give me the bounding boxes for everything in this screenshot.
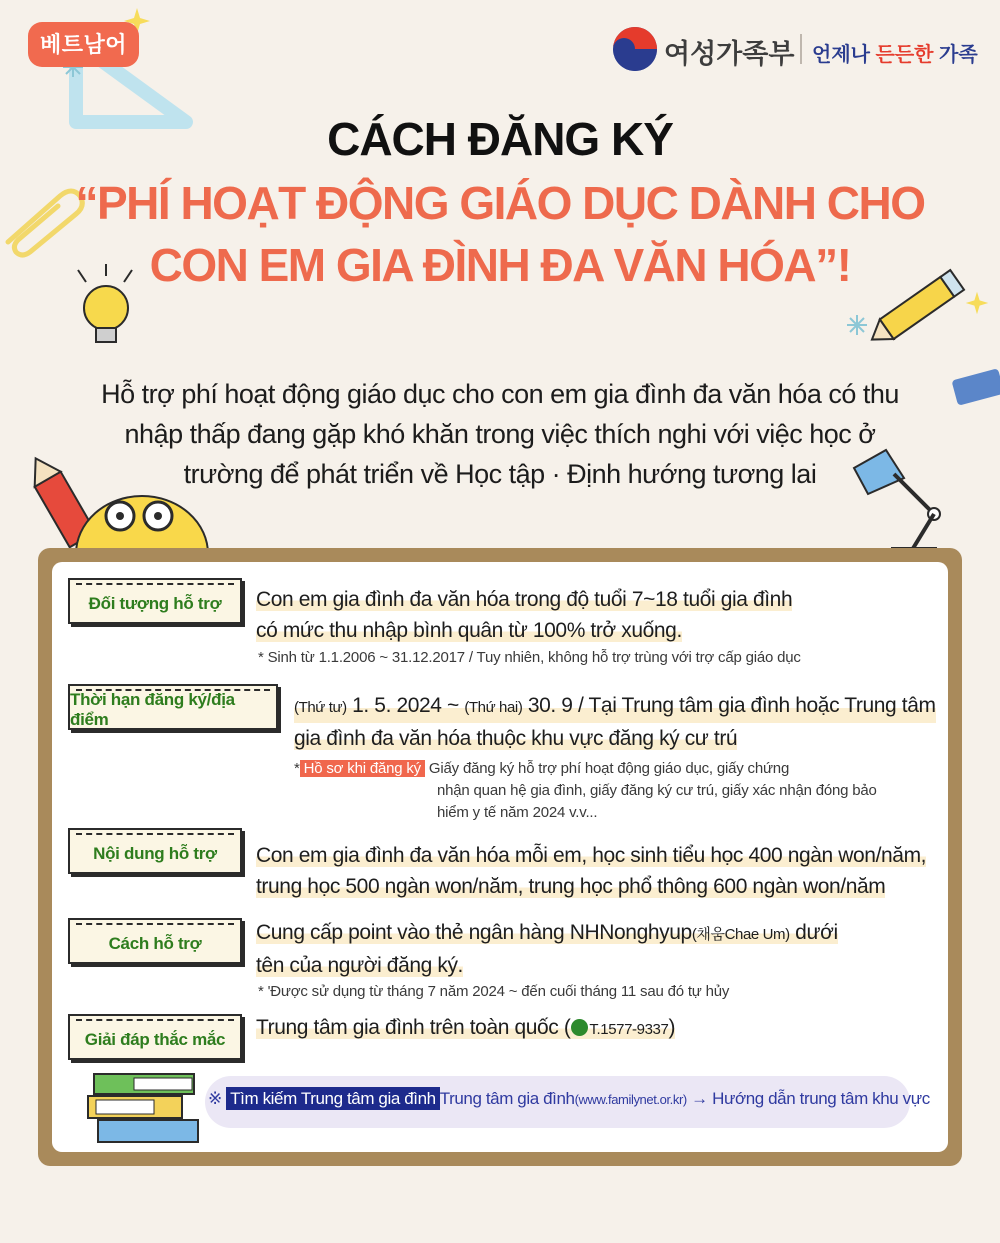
section-label-eligibility: Đối tượng hỗ trợ	[68, 578, 242, 624]
search-hint-text: ※ Tìm kiếm Trung tâm gia đình Trung tâm gia đình(www.familynet.or.kr) → Hướng dẫn trung tâm khu vực	[208, 1089, 930, 1108]
section-content-eligibility: Con em gia đình đa văn hóa trong độ tuổi 7~18 tuổi gia đình có mức thu nhập bình quân từ 100% trở xuống.	[256, 588, 793, 642]
phone-number[interactable]: T.1577-9337	[589, 1021, 669, 1038]
documents-tag: Hồ sơ khi đăng ký	[300, 760, 425, 777]
crayon-icon	[948, 362, 1000, 412]
language-tag: 베트남어	[28, 22, 139, 67]
section-label-support-method: Cách hỗ trợ	[68, 918, 242, 964]
intro-text: Hỗ trợ phí hoạt động giáo dục cho con em gia đình đa văn hóa có thu nhập thấp đang gặp khó khăn trong việc thích nghi với việc học ở trường để phát triển về Học tập · Định hướng tương lai	[101, 379, 899, 489]
section-note-eligibility: * Sinh từ 1.1.2006 ~ 31.12.2017 / Tuy nhiên, không hỗ trợ trùng với trợ cấp giáo dục	[258, 649, 801, 666]
familynet-link[interactable]: (www.familynet.or.kr)	[574, 1092, 687, 1107]
ministry-name: 여성가족부	[664, 39, 795, 69]
header-divider	[800, 34, 802, 64]
ministry-emblem-icon	[612, 26, 658, 72]
section-note-documents: * Hồ sơ khi đăng ký Giấy đăng ký hỗ trợ phí hoạt động giáo dục, giấy chứng nhận quan hệ gia đình, giấy đăng ký cư trú, giấy xác nhận đóng bảo hiểm y tế năm 2024 v.v...	[294, 760, 877, 821]
page-subtitle: “PHÍ HOẠT ĐỘNG GIÁO DỤC DÀNH CHO CON EM GIA ĐÌNH ĐA VĂN HÓA”!	[75, 177, 925, 291]
ministry-slogan: 언제나 든든한 가족	[812, 44, 978, 66]
section-content-support-method: Cung cấp point vào thẻ ngân hàng NHNonghyup(채움Chae Um) dưới tên của người đăng ký.	[256, 921, 838, 977]
page-title: CÁCH ĐĂNG KÝ	[327, 113, 673, 165]
section-label-support-content: Nội dung hỗ trợ	[68, 828, 242, 874]
section-note-support-method: * 'Được sử dụng từ tháng 7 năm 2024 ~ đến cuối tháng 11 sau đó tự hủy	[258, 983, 730, 1000]
search-tag: Tìm kiếm Trung tâm gia đình	[226, 1087, 440, 1110]
section-content-period-location: (Thứ tư) 1. 5. 2024 ~ (Thứ hai) 30. 9 / Tại Trung tâm gia đình hoặc Trung tâm gia đình đa văn hóa thuộc khu vực đăng ký cư trú	[294, 690, 936, 754]
books-icon	[84, 1070, 204, 1148]
section-label-inquiries: Giải đáp thắc mắc	[68, 1014, 242, 1060]
sparkle-icon	[846, 314, 868, 336]
section-content-support-content: Con em gia đình đa văn hóa mỗi em, học sinh tiểu học 400 ngàn won/năm, trung học 500 ngàn won/năm, trung học phổ thông 600 ngàn won/năm	[256, 844, 927, 898]
phone-icon	[571, 1019, 588, 1036]
section-label-period-location: Thời hạn đăng ký/địa điểm	[68, 684, 278, 730]
section-content-inquiries: Trung tâm gia đình trên toàn quốc ( T.1577-9337)	[256, 1016, 676, 1039]
